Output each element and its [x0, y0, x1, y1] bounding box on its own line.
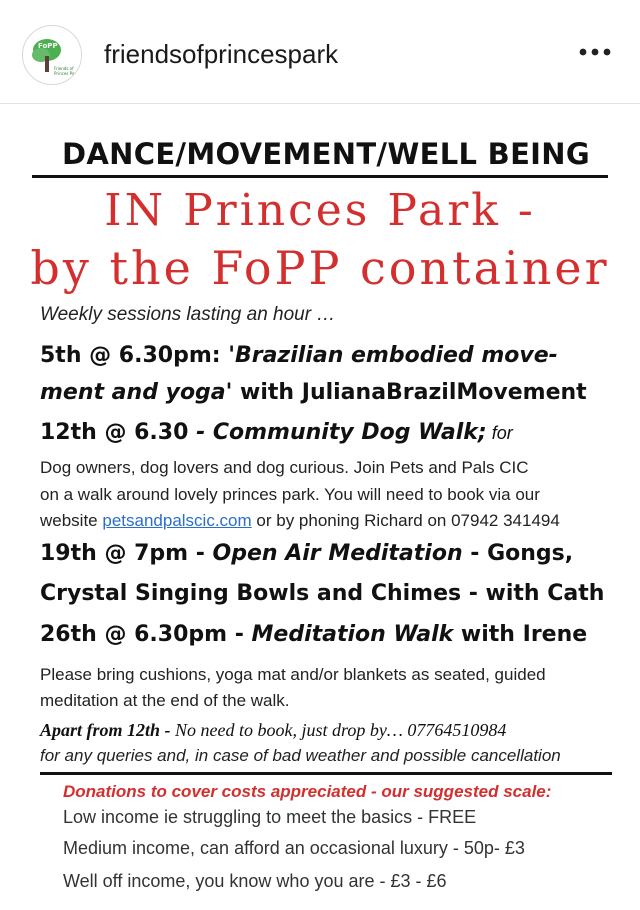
post-header [0, 0, 640, 104]
account-username[interactable]: friendsofprincespark [104, 39, 339, 69]
desc-3-post: or by phoning Richard on 07942 341494 [251, 511, 560, 530]
session-26th-with: with Irene [453, 622, 588, 647]
session-19th-date: 19th @ 7pm - [40, 541, 213, 566]
booking-line-1 [40, 720, 506, 741]
session-19th-title: Open Air Meditation [212, 541, 463, 566]
booking-lead: Apart from 12th - [40, 720, 176, 740]
booking-rest: No need to book, just drop by… 07764510984 [175, 720, 507, 740]
session-5th-with: with JulianaBrazilMovement [232, 380, 587, 405]
desc-3-pre: website [40, 511, 103, 530]
scale-item-low: Low income ie struggling to meet the basics - FREE [63, 807, 477, 827]
petsandpals-link[interactable]: petsandpalscic.com [102, 511, 252, 530]
session-5th-line-2 [40, 380, 587, 405]
profile-avatar[interactable] [22, 25, 82, 85]
session-12th-desc-1: Dog owners, dog lovers and dog curious. Join Pets and Pals CIC [40, 458, 529, 477]
intro-text: Weekly sessions lasting an hour … [40, 304, 336, 325]
session-26th-line [40, 622, 587, 647]
donations-heading: Donations to cover costs appreciated - our suggested scale: [63, 782, 552, 801]
donations-divider [40, 772, 612, 775]
svg-text:Princes Park: Princes Park [54, 71, 79, 76]
session-12th-desc-2: on a walk around lovely princes park. You will need to book via our [40, 485, 540, 504]
scale-item-medium: Medium income, can afford an occasional luxury - 50p- £3 [63, 838, 525, 858]
session-12th-date: 12th @ 6.30 [40, 420, 197, 445]
session-12th-desc-3 [40, 511, 560, 531]
more-options-icon[interactable] [578, 45, 612, 59]
svg-text:Friends of: Friends of [54, 66, 74, 71]
session-5th-date: 5th @ 6.30pm: [40, 343, 229, 368]
note-line-1: Please bring cushions, yoga mat and/or blankets as seated, guided [40, 665, 546, 684]
red-subhead-line-2: by the FoPP container [30, 241, 610, 295]
session-5th-title-b: ment and yoga' [40, 380, 233, 405]
session-19th-rest: - Gongs, [462, 541, 574, 566]
session-12th-tail: for [486, 423, 513, 443]
fopp-logo-icon [23, 26, 82, 85]
poster-headline: DANCE/MOVEMENT/WELL BEING [62, 137, 590, 171]
session-19th-line-1 [40, 541, 573, 566]
session-19th-line-2: Crystal Singing Bowls and Chimes - with Cath [40, 581, 605, 606]
session-26th-title: Meditation Walk [251, 622, 454, 647]
red-subhead-line-1: IN Princes Park - [104, 185, 536, 236]
scale-item-well-off: Well off income, you know who you are - £3 - £6 [63, 871, 447, 891]
booking-line-2: for any queries and, in case of bad weather and possible cancellation [40, 746, 561, 765]
session-12th-line [40, 420, 513, 445]
svg-text:FoPP: FoPP [38, 42, 58, 50]
event-poster-image [0, 105, 640, 910]
session-5th-title-a: 'Brazilian embodied move- [228, 343, 558, 368]
session-5th-line-1 [40, 343, 558, 368]
session-26th-date: 26th @ 6.30pm - [40, 622, 252, 647]
session-12th-title: - Community Dog Walk; [196, 420, 487, 445]
note-line-2: meditation at the end of the walk. [40, 691, 290, 710]
headline-underline [32, 175, 608, 178]
